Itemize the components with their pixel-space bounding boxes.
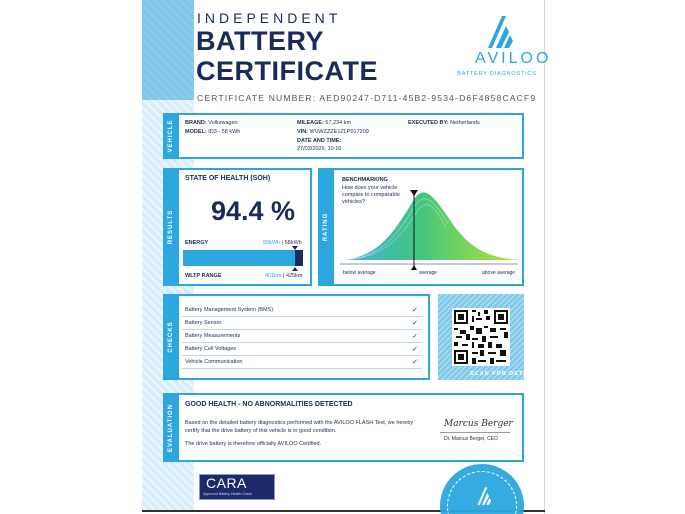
results-tab: RESULTS xyxy=(163,168,179,286)
wltp-marker-icon xyxy=(292,267,298,271)
cara-tagline: Approved Battery Health Check xyxy=(203,492,253,496)
results-section xyxy=(163,168,312,286)
benchmarking-heading: BENCHMARKING xyxy=(342,177,388,183)
cara-wordmark: CARA xyxy=(206,475,247,491)
certificate-number: CERTIFICATE NUMBER: AED90247-D711-45B2-9534-D6F4858CACF9 xyxy=(197,93,537,103)
soh-heading: STATE OF HEALTH (SOH) xyxy=(185,175,271,182)
check-icon: ✓ xyxy=(412,320,418,327)
model-field: MODEL: ID3 - 58 kWh xyxy=(185,129,241,135)
benchmarking-question: How does your vehicle compare to comparable vehicles? xyxy=(342,185,400,205)
check-row: Battery Sensor ✓ xyxy=(182,318,422,330)
datetime-value: 27/03/2026, 10:16 xyxy=(297,146,342,152)
vin-field: VIN: WVWZZZE1ZLP017209 xyxy=(297,129,369,135)
evaluation-paragraph-line2: certify that the drive battery of this vehicle is in good condition. xyxy=(185,428,337,434)
signer-name: Dr. Marcus Berger, CEO xyxy=(444,436,498,442)
check-row: Battery Measurements ✓ xyxy=(182,331,422,343)
wltp-values: 401km | 425km xyxy=(265,273,303,279)
check-row: Battery Cell Voltages ✓ xyxy=(182,344,422,356)
logo-tagline: BATTERY DIAGNOSTICS xyxy=(457,71,537,77)
header-title-line2: CERTIFICATE xyxy=(196,56,378,86)
check-row: Battery Management System (BMS) ✓ xyxy=(182,305,422,317)
evaluation-paragraph-line1: Based on the detailed battery diagnostics performed with the AVILOO FLASH Test, we hereby xyxy=(185,420,414,426)
scale-above-average: above average xyxy=(482,270,516,276)
scale-average: average xyxy=(419,270,438,276)
evaluation-heading: GOOD HEALTH - NO ABNORMALITIES DETECTED xyxy=(185,401,353,408)
wltp-label: WLTP RANGE xyxy=(185,273,222,279)
evaluation-paragraph2: The drive battery is therefore officially AVILOO Certified. xyxy=(185,441,322,447)
evaluation-tab: EVALUATION xyxy=(163,393,179,462)
checks-tab: CHECKS xyxy=(163,294,179,380)
vehicle-tab: VEHICLE xyxy=(163,113,179,159)
energy-label: ENERGY xyxy=(185,240,209,246)
scan-for-details-label: SCAN FOR DETAILS xyxy=(470,371,540,377)
executed-field: EXECUTED BY: Netherlands xyxy=(408,120,480,126)
check-icon: ✓ xyxy=(412,359,418,366)
benchmark-curve xyxy=(340,190,520,270)
soh-value: 94.4 % xyxy=(211,196,296,226)
check-icon: ✓ xyxy=(412,346,418,353)
check-icon: ✓ xyxy=(412,333,418,340)
soh-bar-remainder xyxy=(295,250,303,266)
decorative-band-top xyxy=(142,0,194,100)
logo-wordmark: AVILOO xyxy=(475,50,552,67)
header-title-line1: BATTERY xyxy=(196,26,324,56)
brand-field: BRAND: Volkswagen xyxy=(185,120,238,126)
qr-code[interactable] xyxy=(452,308,510,366)
seal-logo-icon xyxy=(470,484,496,506)
check-icon: ✓ xyxy=(412,307,418,314)
signature-image: Marcus Berger xyxy=(444,419,513,429)
rating-tab: RATING xyxy=(318,168,334,286)
aviloo-logo-icon xyxy=(474,10,522,50)
signature-line xyxy=(440,432,510,433)
energy-values: 55kWh | 58kWh xyxy=(263,240,302,246)
check-row: Vehicle Communication ✓ xyxy=(182,357,422,369)
header-subtitle: INDEPENDENT xyxy=(197,10,342,26)
scale-below-average: below average xyxy=(343,270,376,276)
datetime-label: DATE AND TIME: xyxy=(297,138,342,144)
mileage-field: MILEAGE: 57,234 km xyxy=(297,120,352,126)
soh-bar-fill xyxy=(183,250,303,266)
